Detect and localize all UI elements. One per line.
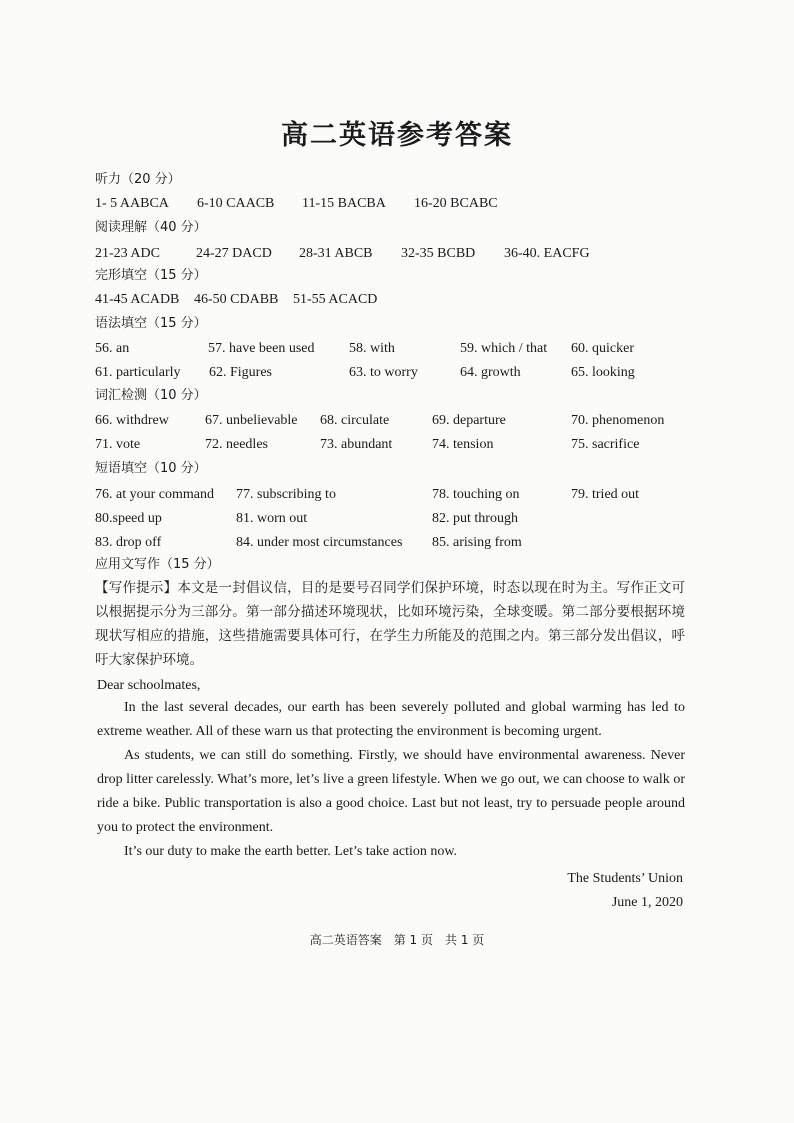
answer-item: 85. arising from bbox=[432, 535, 522, 550]
answer-item: 81. worn out bbox=[236, 511, 308, 526]
answer-item: 77. subscribing to bbox=[236, 487, 336, 502]
answer-item: 68. circulate bbox=[320, 413, 390, 428]
answer-item: 21-23 ADC bbox=[95, 246, 160, 261]
answer-item: 76. at your command bbox=[95, 487, 214, 502]
answer-item: 46-50 CDABB bbox=[194, 292, 279, 307]
section-heading-cloze: 完形填空（15 分） bbox=[95, 268, 207, 283]
answer-item: 61. particularly bbox=[95, 365, 181, 380]
letter-date: June 1, 2020 bbox=[611, 895, 683, 910]
answer-item: 59. which / that bbox=[460, 341, 548, 356]
answer-item: 73. abundant bbox=[320, 437, 393, 452]
answer-item: 72. needles bbox=[205, 437, 268, 452]
answer-item: 56. an bbox=[95, 341, 130, 356]
answer-item: 11-15 BACBA bbox=[302, 196, 386, 211]
answer-item: 80.speed up bbox=[95, 511, 162, 526]
answer-item: 28-31 ABCB bbox=[299, 246, 373, 261]
section-heading-vocab: 词汇检测（10 分） bbox=[95, 388, 207, 403]
page-title: 高二英语参考答案 bbox=[281, 120, 513, 151]
section-heading-grammar: 语法填空（15 分） bbox=[95, 316, 207, 331]
answer-item: 71. vote bbox=[95, 437, 141, 452]
answer-item: 70. phenomenon bbox=[571, 413, 665, 428]
answer-item: 57. have been used bbox=[208, 341, 315, 356]
answer-item: 82. put through bbox=[432, 511, 518, 526]
answer-item: 69. departure bbox=[432, 413, 506, 428]
answer-item: 1- 5 AABCA bbox=[95, 196, 169, 211]
letter-paragraph: It’s our duty to make the earth better. Let’s take action now. bbox=[124, 844, 458, 859]
answer-item: 24-27 DACD bbox=[196, 246, 272, 261]
answer-item: 62. Figures bbox=[209, 365, 272, 380]
letter-signature: The Students’ Union bbox=[567, 871, 683, 886]
answer-item: 84. under most circumstances bbox=[236, 535, 403, 550]
page-footer: 高二英语答案 第 1 页 共 1 页 bbox=[309, 933, 485, 947]
answer-item: 66. withdrew bbox=[95, 413, 169, 428]
answer-item: 79. tried out bbox=[571, 487, 640, 502]
section-heading-phrases: 短语填空（10 分） bbox=[95, 461, 207, 476]
answer-item: 58. with bbox=[349, 341, 395, 356]
answer-item: 6-10 CAACB bbox=[197, 196, 275, 211]
letter-paragraph: In the last several decades, our earth has been severely polluted and global warming has led to extreme weather. All of these warn us that protecting the environment is becoming urgent. bbox=[97, 700, 685, 739]
answer-item: 78. touching on bbox=[432, 487, 520, 502]
section-heading-listening: 听力（20 分） bbox=[95, 172, 181, 187]
section-heading-writing: 应用文写作（15 分） bbox=[95, 557, 220, 572]
answer-item: 83. drop off bbox=[95, 535, 162, 550]
letter-greeting: Dear schoolmates, bbox=[97, 678, 201, 693]
answer-item: 64. growth bbox=[460, 365, 521, 380]
answer-item: 51-55 ACACD bbox=[293, 292, 378, 307]
answer-item: 60. quicker bbox=[571, 341, 634, 356]
letter-paragraph: As students, we can still do something. Firstly, we should have environmental awareness. Never drop litter carelessly. What’s more, let’s live a green lifestyle. When we go out, we can choose to walk or ride a bike. Public transportation is also a good choice. Last but not least, try to persuade people around you to protect the environment. bbox=[97, 748, 685, 835]
section-heading-reading: 阅读理解（40 分） bbox=[95, 220, 207, 235]
answer-item: 67. unbelievable bbox=[205, 413, 298, 428]
answer-item: 32-35 BCBD bbox=[401, 246, 476, 261]
writing-tip: 【写作提示】本文是一封倡议信，目的是要号召同学们保护环境，时态以现在时为主。写作正文可以根据提示分为三部分。第一部分描述环境现状，比如环境污染，全球变暖。第二部分要根据环境现状写相应的措施，这些措施需要具体可行，在学生力所能及的范围之内。第三部分发出倡议，呼吁大家保护环境。 bbox=[95, 580, 685, 668]
answer-item: 74. tension bbox=[432, 437, 494, 452]
answer-item: 65. looking bbox=[571, 365, 635, 380]
answer-item: 75. sacrifice bbox=[571, 437, 640, 452]
answer-item: 63. to worry bbox=[349, 365, 418, 380]
answer-item: 36-40. EACFG bbox=[504, 246, 590, 261]
answer-item: 16-20 BCABC bbox=[414, 196, 498, 211]
answer-item: 41-45 ACADB bbox=[95, 292, 180, 307]
